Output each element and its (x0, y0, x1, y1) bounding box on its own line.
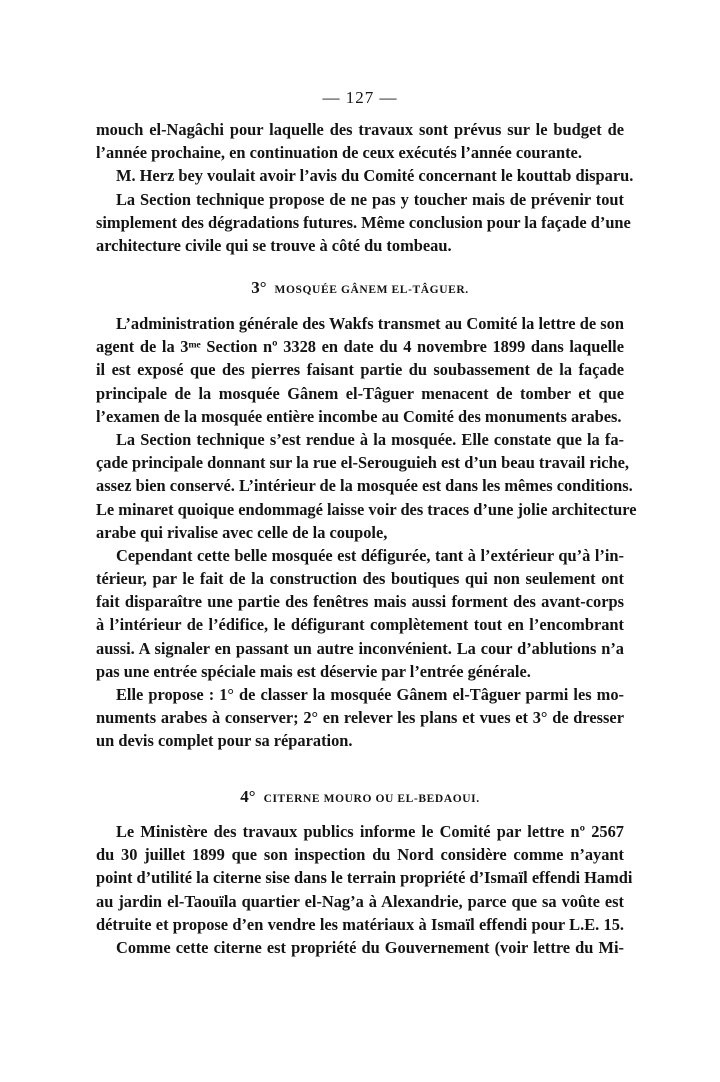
paragraph-block-mosquee-ganem (96, 312, 637, 753)
paragraph-block-citerne (96, 820, 633, 959)
text-line: assez bien conservé. L’intérieur de la mosquée est dans les mêmes conditions. (96, 476, 633, 496)
text-line: point d’utilité la citerne sise dans le terrain propriété d’Ismaïl effendi Hamdi (96, 868, 633, 888)
section-heading-4 (0, 787, 720, 807)
text-line: Elle propose : 1° de classer la mosquée Gânem el-Tâguer parmi les mo- (116, 685, 624, 704)
text-line: au jardin el-Taouïla quartier el-Nag’a à Alexandrie, parce que sa voûte est (96, 891, 624, 911)
text-line: agent de la 3ᵐᵉ Section nº 3328 en date du 4 novembre 1899 dans laquelle (96, 337, 624, 357)
text-line: çade principale donnant sur la rue el-Serouguieh est d’un beau travail riche, (96, 453, 630, 473)
text-line: à l’intérieur de l’édifice, le défigurant complètement tout en l’encombrant (96, 615, 624, 635)
text-line: il est exposé que des pierres faisant partie du soubassement de la façade (96, 360, 624, 380)
text-line: La Section technique propose de ne pas y toucher mais de prévenir tout (116, 189, 624, 209)
text-line: un devis complet pour sa réparation. (96, 731, 353, 751)
section-number: 3° (251, 278, 267, 297)
text-line: du 30 juillet 1899 que son inspection du Nord considère comme n’ayant (96, 845, 624, 865)
section-number: 4° (240, 787, 256, 806)
text-line: détruite et propose d’en vendre les matériaux à Ismaïl effendi pour L.E. 15. (96, 914, 624, 934)
text-line: M. Herz bey voulait avoir l’avis du Comité concernant le kouttab disparu. (116, 166, 634, 186)
text-line: principale de la mosquée Gânem el-Tâguer menacent de tomber et que (96, 383, 624, 403)
text-line: aussi. A signaler en passant un autre inconvénient. La cour d’ablutions n’a (96, 638, 624, 658)
text-line: l’année prochaine, en continuation de ceux exécutés l’année courante. (96, 143, 582, 163)
section-title: MOSQUÉE GÂNEM EL-TÂGUER. (274, 284, 469, 296)
text-line: simplement des dégradations futures. Même conclusion pour la façade d’une (96, 212, 631, 232)
text-line: Cependant cette belle mosquée est défigurée, tant à l’extérieur qu’à l’in- (116, 545, 624, 565)
section-title: CITERNE MOURO OU EL-BEDAOUI. (263, 793, 480, 805)
paragraph-block-kouttab (96, 118, 634, 257)
text-line: arabe qui rivalise avec celle de la coupole, (96, 522, 388, 542)
text-line: L’administration générale des Wakfs transmet au Comité la lettre de son (116, 314, 624, 333)
text-line: Le Ministère des travaux publics informe le Comité par lettre nº 2567 (116, 822, 624, 841)
text-line: Comme cette citerne est propriété du Gouvernement (voir lettre du Mi- (116, 937, 624, 957)
text-line: numents arabes à conserver; 2° en relever les plans et vues et 3° de dresser (96, 708, 624, 728)
text-line: fait disparaître une partie des fenêtres mais aussi forment des avant-corps (96, 592, 624, 612)
page-number: — 127 — (322, 88, 398, 107)
text-line: Le minaret quoique endommagé laisse voir des traces d’une jolie architecture (96, 499, 637, 519)
text-line: térieur, par le fait de la construction des boutiques qui non seulement ont (96, 569, 624, 589)
text-line: l’examen de la mosquée entière incombe au Comité des monuments arabes. (96, 406, 622, 426)
text-line: pas une entrée spéciale mais est déservie par l’entrée générale. (96, 661, 531, 681)
text-line: mouch el-Nagâchi pour laquelle des travaux sont prévus sur le budget de (96, 120, 624, 139)
section-heading-3 (0, 278, 720, 298)
text-line: La Section technique s’est rendue à la mosquée. Elle constate que la fa- (116, 429, 624, 449)
text-line: architecture civile qui se trouve à côté du tombeau. (96, 235, 452, 255)
